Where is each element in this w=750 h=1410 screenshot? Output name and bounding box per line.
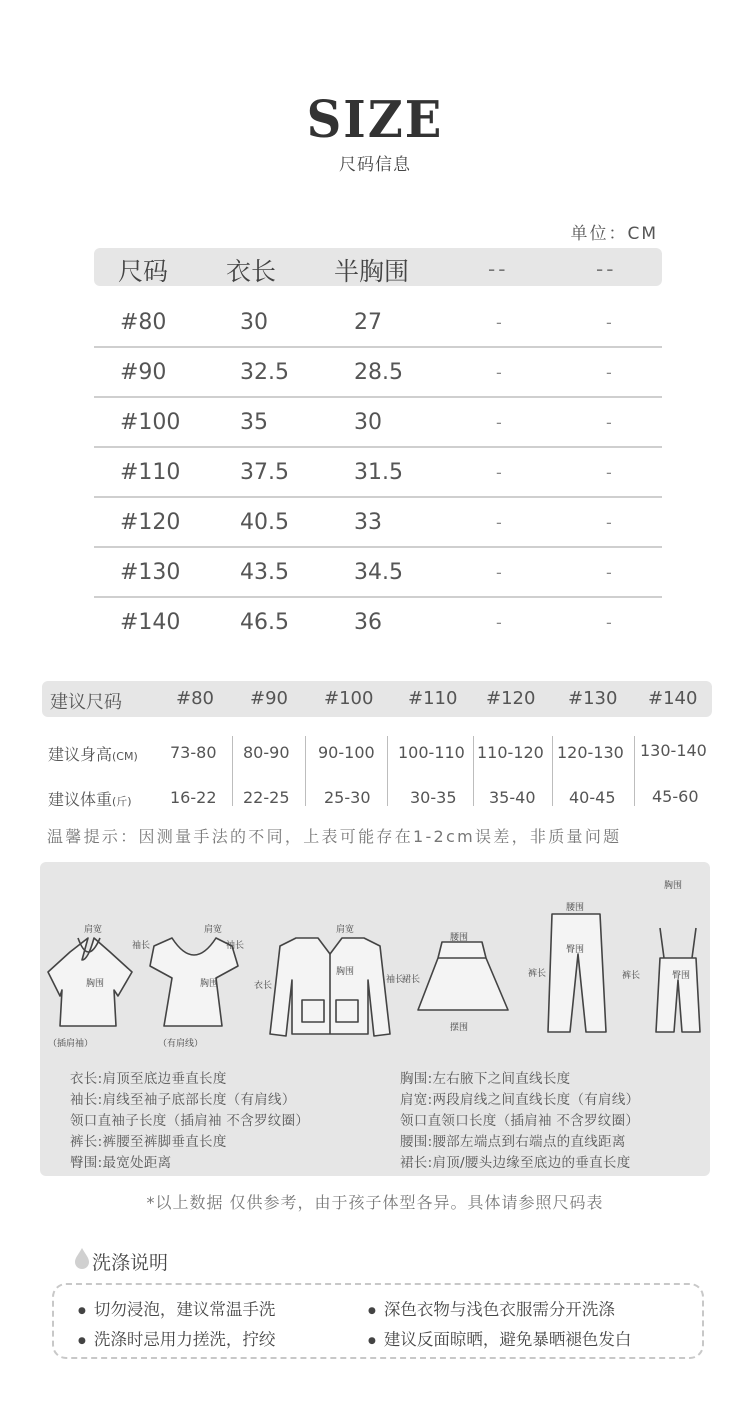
column-divider [305,736,306,806]
definition-right: 胸围:左右腋下之间直线长度 [400,1071,571,1087]
wash-item: ● 切勿浸泡，建议常温手洗 [78,1296,275,1320]
diagram-label-raglan: （插肩袖） [48,1039,94,1049]
size-table-cell: - [606,613,612,632]
size-table-cell: 34.5 [354,560,403,585]
size-table-cell: 30 [240,310,268,335]
size-table-cell: 46.5 [240,610,289,635]
column-divider [634,736,635,806]
diagram-label-waist: 腰围 [566,903,585,913]
water-drop-icon [74,1247,90,1269]
wash-title: 洗涤说明 [92,1252,169,1274]
size-table-cell: - [606,563,612,582]
diagram-label-chest: 胸围 [86,979,105,989]
size-table-cell: #100 [120,410,181,435]
height-value: 90-100 [318,743,375,762]
height-value: 100-110 [398,743,465,762]
recommend-header-label: 建议尺码 [50,692,122,713]
size-table-cell: 37.5 [240,460,289,485]
weight-value: 35-40 [489,788,536,807]
diagram-label-hem: 摆围 [450,1023,469,1033]
disclaimer: *以上数据 仅供参考，由于孩子体型各异。具体请参照尺码表 [146,1193,604,1212]
recommend-size: #80 [176,688,214,709]
size-table-cell: #90 [120,360,167,385]
height-value: 130-140 [640,741,707,760]
size-table-cell: 36 [354,610,382,635]
definition-left: 领口直袖子长度（插肩袖 不含罗纹圈） [70,1113,310,1129]
definition-right: 肩宽:两段肩线之间直线长度（有肩线） [400,1092,640,1108]
wash-item: ● 洗涤时忌用力搓洗，拧绞 [78,1326,275,1350]
measurement-diagram-panel [40,862,710,1176]
overalls-drawing [656,958,700,1032]
diagram-label-pants-length: 裤长 [622,971,641,981]
col-header-extra-1: -- [488,257,509,281]
col-header-chest: 半胸围 [334,257,410,286]
size-table-cell: #120 [120,510,181,535]
page-subtitle: 尺码信息 [339,155,411,175]
size-table-cell: - [606,363,612,382]
size-table-cell: - [496,513,502,532]
diagram-label-skirt-length: 裙长 [402,975,421,985]
diagram-label-hip: 臀围 [672,971,691,981]
wash-item: ● 深色衣物与浅色衣服需分开洗涤 [368,1296,615,1320]
diagram-label-shoulder: 肩宽 [204,925,223,935]
size-table-cell: - [496,463,502,482]
size-logo: SIZE [306,90,444,150]
skirt-drawing [418,942,508,1010]
height-value: 80-90 [243,743,290,762]
size-table-cell: 35 [240,410,268,435]
size-table-cell: - [496,363,502,382]
col-header-length: 衣长 [226,257,277,286]
diagram-label-chest: 胸围 [664,881,683,891]
col-header-size: 尺码 [118,257,169,286]
size-table-cell: - [496,413,502,432]
unit-label: 单位：CM [570,224,658,244]
diagram-label-shoulder-line: （有肩线） [158,1039,204,1049]
diagram-label-sleeve: 袖长 [132,941,151,951]
definition-left: 臀围:最宽处距离 [70,1155,172,1171]
wash-item: ● 建议反面晾晒，避免暴晒褪色发白 [368,1326,631,1350]
definition-left: 袖长:肩线至袖子底部长度（有肩线） [70,1092,296,1108]
size-table-cell: 28.5 [354,360,403,385]
col-header-extra-2: -- [596,257,617,281]
size-table-cell: - [496,613,502,632]
recommend-size: #130 [568,688,618,709]
weight-value: 40-45 [569,788,616,807]
weight-value: 45-60 [652,787,699,806]
wash-instructions-box [52,1283,704,1359]
recommend-size: #90 [250,688,288,709]
size-table-cell: - [606,413,612,432]
recommend-size: #110 [408,688,458,709]
size-table-cell: 33 [354,510,382,535]
size-table-cell: 43.5 [240,560,289,585]
diagram-label-hip: 臀围 [566,945,585,955]
height-value: 120-130 [557,743,624,762]
diagram-label-chest: 胸围 [200,979,219,989]
column-divider [387,736,388,806]
size-table-cell: - [606,463,612,482]
weight-value: 22-25 [243,788,290,807]
column-divider [552,736,553,806]
weight-value: 25-30 [324,788,371,807]
size-table-cell: 40.5 [240,510,289,535]
diagram-label-length: 衣长 [254,981,273,991]
size-table-cell: - [496,313,502,332]
pants-drawing [548,914,606,1032]
diagram-label-waist: 腰围 [450,933,469,943]
column-divider [232,736,233,806]
size-table-cell: 31.5 [354,460,403,485]
diagram-label-shoulder: 肩宽 [84,925,103,935]
diagram-label-pants-length: 裤长 [528,969,547,979]
definition-right: 裙长:肩顶/腰头边缘至底边的垂直长度 [400,1155,631,1171]
recommend-size: #100 [324,688,374,709]
size-table-cell: #110 [120,460,181,485]
diagram-label-sleeve: 袖长 [386,975,405,985]
measurement-notice: 温馨提示：因测量手法的不同，上表可能存在1-2cm误差，非质量问题 [47,827,622,846]
size-table-cell: 30 [354,410,382,435]
weight-value: 16-22 [170,788,217,807]
height-value: 73-80 [170,743,217,762]
size-table-cell: #80 [120,310,167,335]
size-table-cell: - [496,563,502,582]
size-table-cell: - [606,513,612,532]
weight-label: 建议体重(斤) [48,790,132,809]
definition-right: 领口直领口长度（插肩袖 不含罗纹圈） [400,1113,640,1129]
column-divider [473,736,474,806]
diagram-label-chest: 胸围 [336,967,355,977]
recommend-size: #120 [486,688,536,709]
size-table-cell: 27 [354,310,382,335]
size-table-cell: #130 [120,560,181,585]
size-table-cell: - [606,313,612,332]
diagram-label-shoulder: 肩宽 [336,925,355,935]
height-label: 建议身高(CM) [48,745,138,764]
definition-left: 衣长:肩顶至底边垂直长度 [70,1071,227,1087]
definition-left: 裤长:裤腰至裤脚垂直长度 [70,1134,227,1150]
size-table-cell: 32.5 [240,360,289,385]
weight-value: 30-35 [410,788,457,807]
size-table-cell: #140 [120,610,181,635]
height-value: 110-120 [477,743,544,762]
recommend-size: #140 [648,688,698,709]
shoulder-tee-drawing [150,938,238,1026]
definition-right: 腰围:腰部左端点到右端点的直线距离 [400,1134,626,1150]
diagram-label-sleeve: 袖长 [226,941,245,951]
